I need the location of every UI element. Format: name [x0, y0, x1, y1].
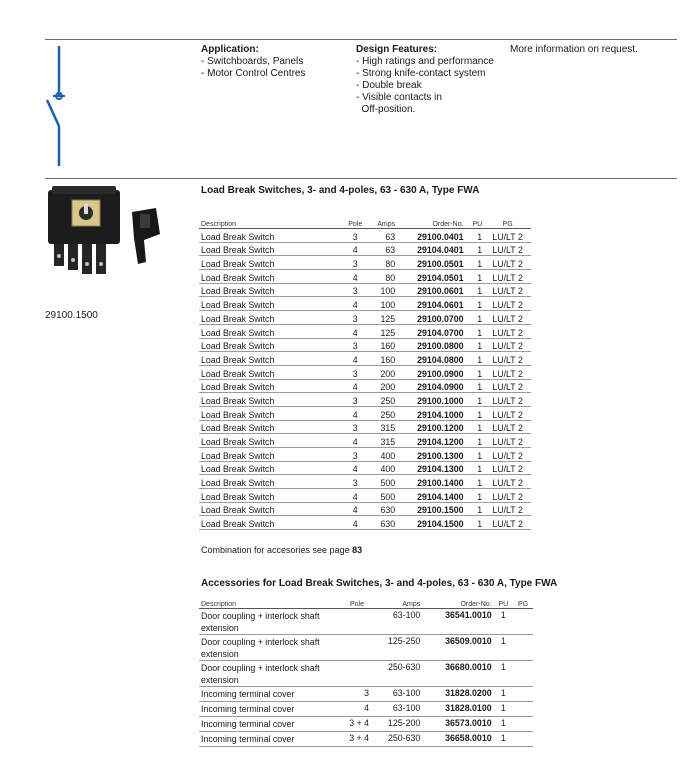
cell-amps: 63-100 — [371, 702, 422, 717]
cell-amps: 160 — [367, 352, 397, 366]
combination-note — [201, 545, 362, 555]
table-row — [199, 338, 531, 352]
table-row — [199, 393, 531, 407]
cell-pole: 4 — [343, 406, 367, 420]
table-row — [199, 516, 531, 530]
cell-pg: LU/LT 2 — [484, 475, 531, 489]
cell-pu: 1 — [494, 635, 513, 661]
cell-order-no: 29104.0700 — [397, 324, 465, 338]
design-item: Off-position. — [356, 104, 416, 115]
cell-pu: 1 — [466, 338, 485, 352]
table-row — [199, 475, 531, 489]
cell-pole: 3 — [343, 311, 367, 325]
application-item: - Switchboards, Panels — [201, 56, 304, 67]
combination-note-text: Combination for accesories see page — [201, 545, 353, 555]
table-row — [199, 489, 531, 503]
cell-amps: 250-630 — [371, 661, 422, 687]
cell-description: Incoming terminal cover — [199, 732, 343, 747]
table-row — [199, 434, 531, 448]
cell-pole: 3 — [343, 338, 367, 352]
table-row — [199, 609, 533, 635]
cell-order-no: 29104.0601 — [397, 297, 465, 311]
cell-order-no: 29100.1200 — [397, 420, 465, 434]
design-item: - Double break — [356, 80, 422, 91]
cell-amps: 80 — [367, 270, 397, 284]
cell-order-no: 29104.0401 — [397, 242, 465, 256]
cell-pu: 1 — [466, 242, 485, 256]
table-row — [199, 406, 531, 420]
col-amps: Amps — [371, 596, 422, 609]
cell-description: Load Break Switch — [199, 516, 343, 530]
table-row — [199, 661, 533, 687]
cell-pg: LU/LT 2 — [484, 406, 531, 420]
cell-pole: 4 — [343, 242, 367, 256]
col-pg: PG — [513, 596, 533, 609]
col-amps: Amps — [367, 216, 397, 229]
cell-pg: LU/LT 2 — [484, 448, 531, 462]
cell-pole: 4 — [343, 461, 367, 475]
cell-pole: 4 — [343, 489, 367, 503]
cell-pu: 1 — [466, 324, 485, 338]
cell-pu: 1 — [494, 702, 513, 717]
cell-pg: LU/LT 2 — [484, 516, 531, 530]
cell-pu: 1 — [466, 420, 485, 434]
cell-order-no: 29100.0900 — [397, 365, 465, 379]
table-row — [199, 448, 531, 462]
cell-description: Load Break Switch — [199, 475, 343, 489]
cell-pg: LU/LT 2 — [484, 242, 531, 256]
application-item: - Motor Control Centres — [201, 68, 306, 79]
cell-amps: 250-630 — [371, 732, 422, 747]
cell-order-no: 29100.1400 — [397, 475, 465, 489]
cell-order-no: 29104.0800 — [397, 352, 465, 366]
cell-pole — [343, 661, 371, 687]
cell-pu: 1 — [494, 661, 513, 687]
cell-pu: 1 — [466, 393, 485, 407]
cell-pole: 4 — [343, 516, 367, 530]
cell-pole: 3 — [343, 283, 367, 297]
cell-pu: 1 — [466, 448, 485, 462]
col-order-no: Order-No. — [397, 216, 465, 229]
cell-pg: LU/LT 2 — [484, 502, 531, 516]
cell-pu: 1 — [466, 352, 485, 366]
cell-order-no: 29100.1500 — [397, 502, 465, 516]
table-row — [199, 687, 533, 702]
cell-amps: 200 — [367, 379, 397, 393]
cell-order-no: 36573.0010 — [422, 717, 493, 732]
load-break-switch-photo — [44, 184, 172, 284]
cell-pg: LU/LT 2 — [484, 338, 531, 352]
table-row — [199, 242, 531, 256]
cell-description: Load Break Switch — [199, 393, 343, 407]
cell-amps: 125 — [367, 324, 397, 338]
cell-description: Door coupling + interlock shaft extension — [199, 661, 343, 687]
cell-pu: 1 — [466, 270, 485, 284]
cell-pg — [513, 635, 533, 661]
cell-order-no: 29104.1500 — [397, 516, 465, 530]
cell-pg: LU/LT 2 — [484, 461, 531, 475]
cell-pu: 1 — [494, 732, 513, 747]
cell-pole: 4 — [343, 502, 367, 516]
cell-order-no: 36680.0010 — [422, 661, 493, 687]
cell-pu: 1 — [466, 502, 485, 516]
cell-description: Load Break Switch — [199, 489, 343, 503]
table-row — [199, 283, 531, 297]
cell-pu: 1 — [466, 297, 485, 311]
design-item: - High ratings and performance — [356, 56, 494, 67]
cell-order-no: 29100.1000 — [397, 393, 465, 407]
cell-amps: 63 — [367, 229, 397, 243]
table-row — [199, 270, 531, 284]
cell-pu: 1 — [466, 516, 485, 530]
col-order-no: Order-No. — [422, 596, 493, 609]
cell-description: Incoming terminal cover — [199, 687, 343, 702]
cell-pg: LU/LT 2 — [484, 379, 531, 393]
cell-order-no: 36658.0010 — [422, 732, 493, 747]
cell-pole: 4 — [343, 324, 367, 338]
switch-symbol-icon — [40, 42, 80, 170]
cell-pu: 1 — [494, 609, 513, 635]
table-row — [199, 702, 533, 717]
table-row — [199, 352, 531, 366]
main-section-title: Load Break Switches, 3- and 4-poles, 63 - 630 A, Type FWA — [201, 185, 480, 196]
cell-amps: 500 — [367, 475, 397, 489]
cell-description: Load Break Switch — [199, 434, 343, 448]
cell-amps: 125-200 — [371, 717, 422, 732]
table-row — [199, 297, 531, 311]
cell-order-no: 29100.0401 — [397, 229, 465, 243]
cell-description: Load Break Switch — [199, 297, 343, 311]
cell-order-no: 31828.0100 — [422, 702, 493, 717]
cell-pg: LU/LT 2 — [484, 365, 531, 379]
cell-order-no: 29100.0601 — [397, 283, 465, 297]
cell-pg — [513, 702, 533, 717]
cell-amps: 63 — [367, 242, 397, 256]
cell-pole: 4 — [343, 379, 367, 393]
cell-pu: 1 — [494, 717, 513, 732]
cell-description: Load Break Switch — [199, 502, 343, 516]
cell-order-no: 36509.0010 — [422, 635, 493, 661]
cell-pole: 4 — [343, 434, 367, 448]
cell-description: Load Break Switch — [199, 256, 343, 270]
cell-order-no: 29104.0900 — [397, 379, 465, 393]
cell-order-no: 29104.0501 — [397, 270, 465, 284]
cell-pole — [343, 635, 371, 661]
cell-amps: 63-100 — [371, 609, 422, 635]
cell-pu: 1 — [466, 311, 485, 325]
cell-description: Load Break Switch — [199, 461, 343, 475]
cell-amps: 400 — [367, 461, 397, 475]
cell-order-no: 36541.0010 — [422, 609, 493, 635]
table-row — [199, 311, 531, 325]
accessories-table — [199, 596, 533, 747]
cell-pg: LU/LT 2 — [484, 324, 531, 338]
cell-pole: 3 + 4 — [343, 732, 371, 747]
col-pu: PU — [494, 596, 513, 609]
cell-pg: LU/LT 2 — [484, 229, 531, 243]
product-code: 29100.1500 — [45, 310, 98, 321]
cell-description: Load Break Switch — [199, 420, 343, 434]
design-heading: Design Features: — [356, 44, 438, 55]
cell-order-no: 29104.1400 — [397, 489, 465, 503]
more-info-text: More information on request. — [510, 44, 638, 55]
application-heading: Application: — [201, 44, 259, 55]
cell-pg: LU/LT 2 — [484, 420, 531, 434]
cell-amps: 125 — [367, 311, 397, 325]
cell-pu: 1 — [466, 461, 485, 475]
cell-pg — [513, 687, 533, 702]
cell-order-no: 29104.1000 — [397, 406, 465, 420]
cell-order-no: 29100.0800 — [397, 338, 465, 352]
application-block — [201, 44, 305, 80]
table-row — [199, 717, 533, 732]
cell-pg: LU/LT 2 — [484, 297, 531, 311]
col-pole: Pole — [343, 596, 371, 609]
cell-pg: LU/LT 2 — [484, 256, 531, 270]
cell-pole: 3 — [343, 475, 367, 489]
cell-description: Load Break Switch — [199, 311, 343, 325]
cell-description: Load Break Switch — [199, 242, 343, 256]
cell-pg: LU/LT 2 — [484, 393, 531, 407]
cell-pole: 4 — [343, 297, 367, 311]
cell-pole: 4 — [343, 270, 367, 284]
table-row — [199, 229, 531, 243]
table-row — [199, 420, 531, 434]
col-pu: PU — [466, 216, 485, 229]
cell-pg: LU/LT 2 — [484, 489, 531, 503]
cell-description: Load Break Switch — [199, 448, 343, 462]
cell-description: Load Break Switch — [199, 270, 343, 284]
cell-description: Load Break Switch — [199, 365, 343, 379]
cell-pu: 1 — [466, 365, 485, 379]
cell-amps: 315 — [367, 420, 397, 434]
cell-pu: 1 — [466, 229, 485, 243]
cell-pg: LU/LT 2 — [484, 352, 531, 366]
cell-order-no: 29100.1300 — [397, 448, 465, 462]
col-description: Description — [199, 596, 343, 609]
cell-description: Load Break Switch — [199, 283, 343, 297]
cell-pu: 1 — [466, 283, 485, 297]
cell-pole: 3 — [343, 687, 371, 702]
cell-pole: 3 — [343, 256, 367, 270]
cell-amps: 250 — [367, 406, 397, 420]
table-header-row — [199, 596, 533, 609]
cell-pg: LU/LT 2 — [484, 311, 531, 325]
cell-pole: 3 — [343, 420, 367, 434]
cell-description: Load Break Switch — [199, 338, 343, 352]
cell-description: Load Break Switch — [199, 406, 343, 420]
design-item: - Visible contacts in — [356, 92, 442, 103]
cell-description: Load Break Switch — [199, 229, 343, 243]
cell-amps: 63-100 — [371, 687, 422, 702]
col-pg: PG — [484, 216, 531, 229]
cell-pg — [513, 717, 533, 732]
col-description: Description — [199, 216, 343, 229]
cell-amps: 100 — [367, 297, 397, 311]
design-features-block — [356, 44, 494, 116]
cell-pu: 1 — [466, 379, 485, 393]
cell-amps: 500 — [367, 489, 397, 503]
cell-pole: 4 — [343, 702, 371, 717]
accessories-section-title: Accessories for Load Break Switches, 3- and 4-poles, 63 - 630 A, Type FWA — [201, 578, 558, 589]
load-break-switch-table — [199, 216, 531, 530]
cell-pole: 3 — [343, 448, 367, 462]
combination-page-ref: 83 — [352, 545, 363, 555]
cell-amps: 400 — [367, 448, 397, 462]
table-row — [199, 324, 531, 338]
cell-pg: LU/LT 2 — [484, 434, 531, 448]
cell-pu: 1 — [494, 687, 513, 702]
cell-amps: 630 — [367, 516, 397, 530]
table-row — [199, 502, 531, 516]
cell-amps: 100 — [367, 283, 397, 297]
cell-pole: 3 — [343, 393, 367, 407]
cell-pg — [513, 732, 533, 747]
cell-pg — [513, 661, 533, 687]
cell-description: Load Break Switch — [199, 379, 343, 393]
cell-pole: 3 + 4 — [343, 717, 371, 732]
cell-order-no: 29104.1300 — [397, 461, 465, 475]
table-row — [199, 461, 531, 475]
cell-description: Door coupling + interlock shaft extension — [199, 609, 343, 635]
table-row — [199, 732, 533, 747]
table-header-row — [199, 216, 531, 229]
cell-amps: 80 — [367, 256, 397, 270]
table-row — [199, 256, 531, 270]
col-pole: Pole — [343, 216, 367, 229]
cell-pg — [513, 609, 533, 635]
cell-amps: 315 — [367, 434, 397, 448]
cell-description: Load Break Switch — [199, 352, 343, 366]
cell-description: Incoming terminal cover — [199, 702, 343, 717]
cell-amps: 630 — [367, 502, 397, 516]
cell-pole: 3 — [343, 365, 367, 379]
cell-pg: LU/LT 2 — [484, 270, 531, 284]
cell-order-no: 29100.0501 — [397, 256, 465, 270]
cell-description: Incoming terminal cover — [199, 717, 343, 732]
section-divider — [45, 178, 677, 179]
cell-amps: 250 — [367, 393, 397, 407]
cell-pu: 1 — [466, 406, 485, 420]
table-row — [199, 379, 531, 393]
cell-pole — [343, 609, 371, 635]
cell-pg: LU/LT 2 — [484, 283, 531, 297]
cell-amps: 200 — [367, 365, 397, 379]
cell-order-no: 29100.0700 — [397, 311, 465, 325]
cell-pole: 3 — [343, 229, 367, 243]
cell-order-no: 29104.1200 — [397, 434, 465, 448]
cell-amps: 160 — [367, 338, 397, 352]
cell-pole: 4 — [343, 352, 367, 366]
cell-amps: 125-250 — [371, 635, 422, 661]
cell-description: Load Break Switch — [199, 324, 343, 338]
cell-pu: 1 — [466, 256, 485, 270]
cell-description: Door coupling + interlock shaft extension — [199, 635, 343, 661]
cell-pu: 1 — [466, 489, 485, 503]
top-divider — [45, 39, 677, 40]
table-row — [199, 635, 533, 661]
cell-pu: 1 — [466, 475, 485, 489]
cell-pu: 1 — [466, 434, 485, 448]
table-row — [199, 365, 531, 379]
design-item: - Strong knife-contact system — [356, 68, 486, 79]
cell-order-no: 31828.0200 — [422, 687, 493, 702]
